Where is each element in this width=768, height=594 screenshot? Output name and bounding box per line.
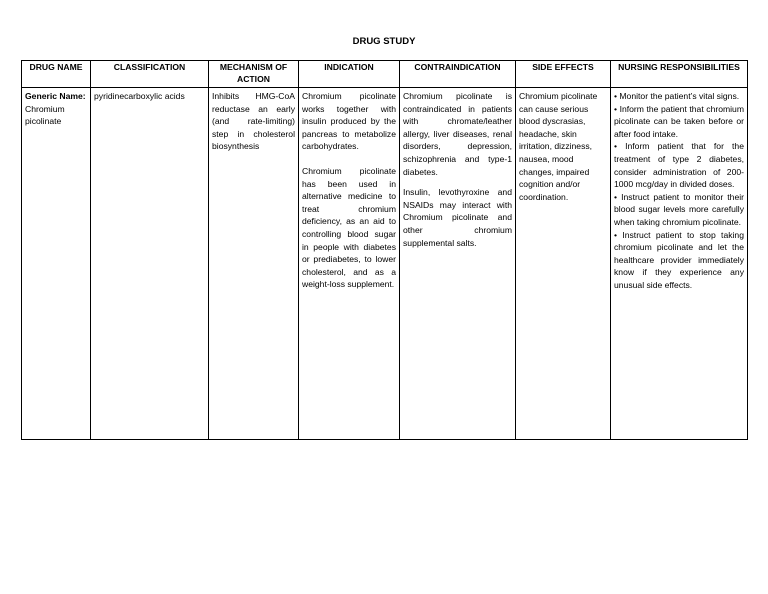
header-drug-name: DRUG NAME <box>22 61 91 88</box>
nursing-item: • Inform patient that for the treatment of type 2 diabetes, consider administration of 200-1000 mcg/day in divided doses. <box>614 141 744 190</box>
cell-mechanism: Inhibits HMG-CoA reductase an early (and rate-limiting) step in cholesterol biosynthesis <box>209 88 299 440</box>
header-classification: CLASSIFICATION <box>91 61 209 88</box>
cell-indication <box>299 88 400 440</box>
page-title: DRUG STUDY <box>352 36 416 47</box>
indication-paragraph: Chromium picolinate works together with insulin produced by the pancreas to metabolize carbohydrates. <box>302 91 396 152</box>
header-nursing: NURSING RESPONSIBILITIES <box>611 61 748 88</box>
cell-nursing <box>611 88 748 440</box>
cell-drug-name <box>22 88 91 440</box>
contraindication-paragraph: Insulin, levothyroxine and NSAIDs may interact with Chromium picolinate and other chromium supplemental salts. <box>403 187 512 248</box>
nursing-item: • Inform the patient that chromium picolinate can be taken before or after food intake. <box>614 103 744 139</box>
drug-study-table <box>21 60 748 440</box>
nursing-item: • Instruct patient to monitor their blood sugar levels more carefully when taking chromium picolinate. <box>614 191 744 227</box>
header-side-effects: SIDE EFFECTS <box>516 61 611 88</box>
generic-name-label: Generic Name: <box>25 91 86 101</box>
header-indication: INDICATION <box>299 61 400 88</box>
cell-contraindication <box>400 88 516 440</box>
header-row <box>22 61 748 88</box>
cell-side-effects: Chromium picolinate can cause serious blood dyscrasias, headache, skin irritation, dizziness, nausea, mood changes, impaired cognition and/or coordination. <box>516 88 611 440</box>
nursing-item: • Monitor the patient’s vital signs. <box>614 91 740 101</box>
nursing-item: • Instruct patient to stop taking chromium picolinate and let the healthcare provider immediately know if they experience any unusual side effects. <box>614 229 744 290</box>
contraindication-paragraph: Chromium picolinate is contraindicated in patients with chromate/leather allergy, liver diseases, renal disorders, depression, schizophrenia and type-1 diabetes. <box>403 91 512 177</box>
table-row <box>22 88 748 440</box>
header-mechanism: MECHANISM OF ACTION <box>209 61 299 88</box>
indication-paragraph: Chromium picolinate has been used in alternative medicine to treat chromium deficiency, as an aid to controlling blood sugar in people with diabetes or prediabetes, to lower cholesterol, and as a weight-loss supplement. <box>302 165 396 290</box>
generic-name-value: Chromium picolinate <box>25 103 65 127</box>
header-contraindication: CONTRAINDICATION <box>400 61 516 88</box>
cell-classification: pyridinecarboxylic acids <box>91 88 209 440</box>
